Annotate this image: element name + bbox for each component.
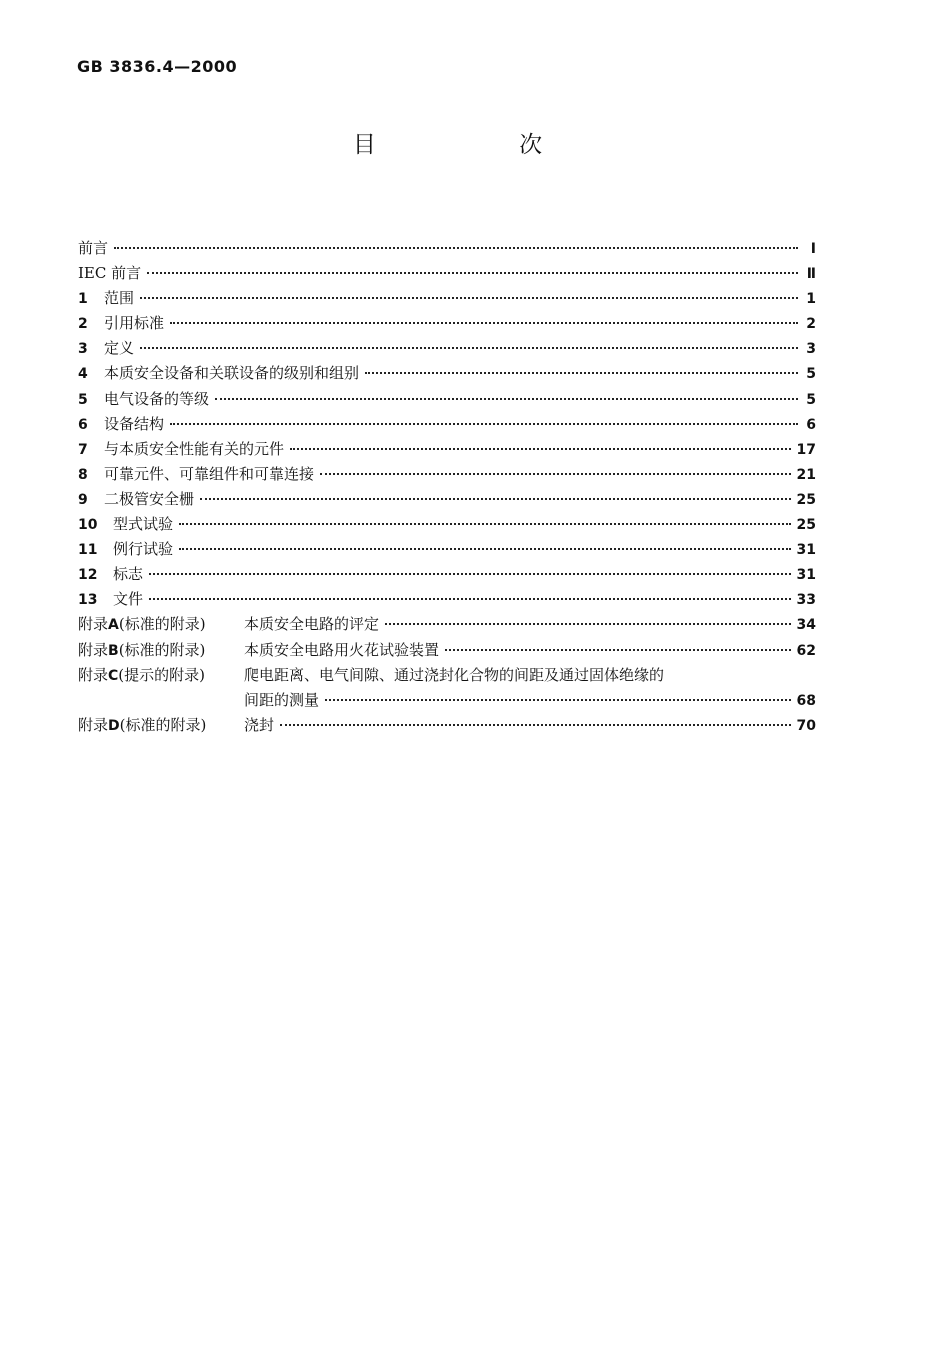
dot-leader — [179, 522, 791, 525]
section-title: 与本质安全性能有关的元件 — [104, 439, 285, 458]
page-number: 6 — [806, 416, 816, 433]
section-title: 二极管安全栅 — [104, 489, 195, 508]
toc-entry[interactable] — [78, 462, 816, 487]
appendix-word: 附录 — [78, 715, 109, 734]
section-number: 9 — [78, 491, 88, 508]
appendix-type: (标准的附录) — [118, 640, 206, 659]
dot-leader — [179, 547, 791, 550]
section-title: 标志 — [113, 565, 144, 584]
toc-entry[interactable] — [78, 562, 816, 587]
toc-entry[interactable] — [78, 512, 816, 537]
section-title: 电气设备的等级 — [104, 389, 210, 408]
toc-entry[interactable] — [78, 663, 816, 688]
section-number: 1 — [78, 291, 88, 308]
section-number: 8 — [78, 466, 88, 483]
toc-entry[interactable] — [78, 638, 816, 663]
appendix-letter: C — [108, 667, 119, 684]
toc-entry[interactable] — [78, 487, 816, 512]
page-number: 3 — [806, 341, 816, 358]
dot-leader — [320, 472, 791, 475]
section-title: IEC 前言 — [78, 264, 142, 283]
dot-leader — [200, 497, 791, 500]
appendix-word: 附录 — [78, 665, 109, 684]
section-title: 设备结构 — [104, 414, 165, 433]
page-number: 21 — [796, 466, 816, 483]
page-number: 17 — [796, 441, 816, 458]
section-title: 爬电距离、电气间隙、通过浇封化合物的间距及通过固体绝缘的 — [244, 665, 665, 684]
appendix-label — [78, 638, 244, 664]
appendix-word: 附录 — [78, 640, 109, 659]
toc-entry[interactable] — [78, 336, 816, 361]
section-title: 型式试验 — [113, 515, 174, 534]
section-number: 13 — [78, 592, 98, 609]
toc-entry[interactable] — [78, 437, 816, 462]
toc-entry[interactable] — [78, 688, 816, 713]
page-number: 31 — [796, 567, 816, 584]
section-number: 11 — [78, 542, 98, 559]
toc-entry[interactable] — [78, 261, 816, 286]
page-number: 2 — [806, 316, 816, 333]
section-number: 6 — [78, 416, 88, 433]
table-of-contents — [78, 236, 816, 738]
dot-leader — [290, 447, 791, 450]
section-number: 10 — [78, 517, 98, 534]
section-title: 本质安全设备和关联设备的级别和组别 — [104, 364, 360, 383]
section-title: 范围 — [104, 289, 135, 308]
page-number: I — [810, 241, 816, 257]
section-number: 2 — [78, 316, 88, 333]
section-title: 例行试验 — [113, 540, 174, 559]
page-number: 68 — [796, 692, 816, 709]
toc-entry[interactable] — [78, 311, 816, 336]
section-number: 12 — [78, 567, 98, 584]
section-title: 间距的测量 — [244, 690, 320, 709]
page-number: 70 — [796, 717, 816, 734]
page-number: 25 — [796, 491, 816, 508]
section-title: 本质安全电路用火花试验装置 — [244, 640, 440, 659]
toc-entry[interactable] — [78, 713, 816, 738]
section-title: 浇封 — [244, 715, 275, 734]
page-number: 5 — [806, 366, 816, 383]
dot-leader — [215, 397, 798, 400]
dot-leader — [147, 271, 798, 274]
toc-entry[interactable] — [78, 587, 816, 612]
appendix-type: (提示的附录) — [118, 665, 206, 684]
section-title: 定义 — [104, 339, 135, 358]
page-number: Ⅱ — [806, 266, 816, 283]
appendix-label — [78, 612, 244, 638]
section-number: 4 — [78, 366, 88, 383]
page-number: 62 — [796, 642, 816, 659]
section-title: 文件 — [113, 590, 144, 609]
dot-leader — [114, 246, 798, 249]
dot-leader — [149, 597, 791, 600]
section-number: 5 — [78, 391, 88, 408]
page-number: 33 — [796, 592, 816, 609]
toc-entry[interactable] — [78, 236, 816, 261]
dot-leader — [149, 572, 791, 575]
appendix-word: 附录 — [78, 615, 109, 634]
section-number: 7 — [78, 441, 88, 458]
section-title: 可靠元件、可靠组件和可靠连接 — [104, 464, 315, 483]
section-title: 前言 — [78, 239, 109, 257]
dot-leader — [280, 723, 791, 726]
page-number: 1 — [806, 291, 816, 308]
toc-entry[interactable] — [78, 612, 816, 637]
appendix-letter: B — [108, 642, 119, 659]
toc-entry[interactable] — [78, 286, 816, 311]
dot-leader — [140, 346, 798, 349]
appendix-label — [78, 663, 244, 689]
page-title: 目 次 — [352, 132, 611, 158]
page-number: 5 — [806, 391, 816, 408]
appendix-type: (标准的附录) — [118, 615, 206, 634]
dot-leader — [140, 296, 798, 299]
toc-entry[interactable] — [78, 361, 816, 386]
dot-leader — [170, 422, 798, 425]
page-number: 25 — [796, 517, 816, 534]
page-number: 31 — [796, 542, 816, 559]
toc-entry[interactable] — [78, 412, 816, 437]
section-title: 本质安全电路的评定 — [244, 615, 380, 634]
appendix-letter: A — [108, 617, 119, 634]
toc-entry[interactable] — [78, 537, 816, 562]
dot-leader — [445, 648, 791, 651]
standard-code: GB 3836.4—2000 — [77, 57, 238, 76]
dot-leader — [385, 622, 791, 625]
appendix-letter: D — [108, 717, 120, 734]
section-number: 3 — [78, 341, 88, 358]
section-title: 引用标准 — [104, 314, 165, 333]
dot-leader — [365, 371, 798, 374]
dot-leader — [325, 698, 791, 701]
page-number: 34 — [796, 617, 816, 634]
dot-leader — [170, 321, 798, 324]
toc-entry[interactable] — [78, 387, 816, 412]
appendix-label — [78, 713, 244, 739]
appendix-type: (标准的附录) — [119, 715, 207, 734]
